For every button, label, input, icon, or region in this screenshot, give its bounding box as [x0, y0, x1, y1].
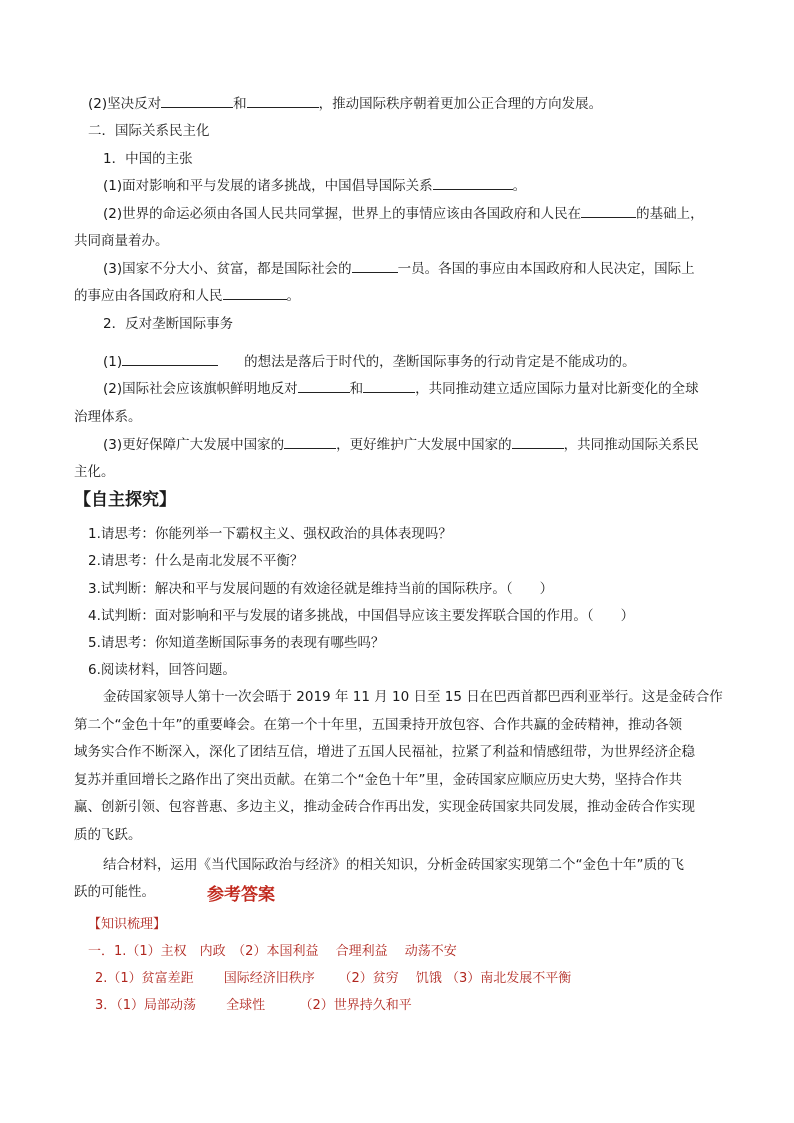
s2-q2-cont: 治理体系。 — [74, 409, 142, 425]
material-line: 第二个“金色十年”的重要峰会。在第一个十年里，五国秉持开放包容、合作共赢的金砖精神，推动各领 — [74, 717, 682, 733]
blank[interactable] — [247, 95, 319, 108]
material-line: 质的飞跃。 — [74, 827, 142, 843]
answers-section: 【知识梳理】 — [88, 917, 167, 932]
s2-q1: (1) 的想法是落后于时代的，垄断国际事务的行动肯定是不能成功的。 — [103, 354, 636, 370]
answers-title: 参考答案 — [207, 885, 275, 905]
task-line: 结合材料，运用《当代国际政治与经济》的相关知识，分析金砖国家实现第二个“金色十年”质的飞 — [103, 857, 684, 873]
subheading: 2．反对垄断国际事务 — [103, 316, 234, 332]
subheading: 1．中国的主张 — [103, 151, 193, 167]
blank[interactable] — [284, 436, 336, 449]
blank[interactable] — [363, 380, 415, 393]
blank[interactable] — [352, 260, 398, 273]
blank[interactable] — [122, 353, 218, 366]
explore-item: 3.试判断：解决和平与发展问题的有效途径就是维持当前的国际秩序。（ ） — [88, 581, 554, 597]
s2-q3: (3)更好保障广大发展中国家的 ，更好维护广大发展中国家的 ，共同推动国际关系民 — [103, 437, 699, 453]
explore-item: 4.试判断：面对影响和平与发展的诸多挑战，中国倡导应该主要发挥联合国的作用。（ ） — [88, 608, 635, 624]
explore-item: 5.请思考：你知道垄断国际事务的表现有哪些吗？ — [88, 635, 385, 651]
answer-line: 一．1.（1）主权 内政 （2）本国利益 合理利益 动荡不安 — [88, 944, 457, 959]
s2-q3-cont: 主化。 — [74, 464, 115, 480]
material-line: 金砖国家领导人第十一次会晤于 2019 年 11 月 10 日至 15 日在巴西首都巴西利亚举行。这是金砖合作 — [103, 689, 723, 705]
explore-item: 6.阅读材料，回答问题。 — [88, 662, 236, 678]
s1-item2: (2)坚决反对 和 ，推动国际秩序朝着更加公正合理的方向发展。 — [88, 96, 603, 112]
explore-item: 1.请思考：你能列举一下霸权主义、强权政治的具体表现吗？ — [88, 526, 452, 542]
section-title: 二．国际关系民主化 — [88, 123, 210, 139]
answer-line: 2.（1）贫富差距 国际经济旧秩序 （2）贫穷 饥饿 （3）南北发展不平衡 — [95, 971, 572, 986]
blank[interactable] — [223, 287, 287, 300]
s2-p3-cont: 的事应由各国政府和人民 。 — [74, 288, 300, 304]
s2-p3: (3)国家不分大小、贫富，都是国际社会的 一员。各国的事应由本国政府和人民决定，国际上 — [103, 261, 695, 277]
explore-heading: 【自主探究】 — [74, 490, 176, 510]
material-line: 赢、创新引领、包容普惠、多边主义，推动金砖合作再出发，实现金砖国家共同发展，推动金砖合作实现 — [74, 799, 695, 815]
blank[interactable] — [512, 436, 564, 449]
s2-p1: (1)面对影响和平与发展的诸多挑战，中国倡导国际关系 。 — [103, 178, 527, 194]
answer-line: 3．（1）局部动荡 全球性 （2）世界持久和平 — [95, 998, 412, 1013]
blank[interactable] — [298, 380, 350, 393]
material-line: 复苏并重回增长之路作出了突出贡献。在第二个“金色十年”里，金砖国家应顺应历史大势，坚持合作共 — [74, 772, 682, 788]
s2-p2-cont: 共同商量着办。 — [74, 233, 169, 249]
blank[interactable] — [581, 205, 636, 218]
material-line: 域务实合作不断深入，深化了团结互信，增进了五国人民福祉，拉紧了利益和情感纽带，为世界经济企稳 — [74, 744, 695, 760]
blank[interactable] — [161, 95, 233, 108]
task-line: 跃的可能性。 — [74, 884, 155, 900]
s2-q2: (2)国际社会应该旗帜鲜明地反对 和 ，共同推动建立适应国际力量对比新变化的全球 — [103, 381, 699, 397]
blank[interactable] — [433, 177, 513, 190]
s2-p2: (2)世界的命运必须由各国人民共同掌握，世界上的事情应该由各国政府和人民在 的基础上， — [103, 206, 704, 222]
explore-item: 2.请思考：什么是南北发展不平衡？ — [88, 553, 304, 569]
